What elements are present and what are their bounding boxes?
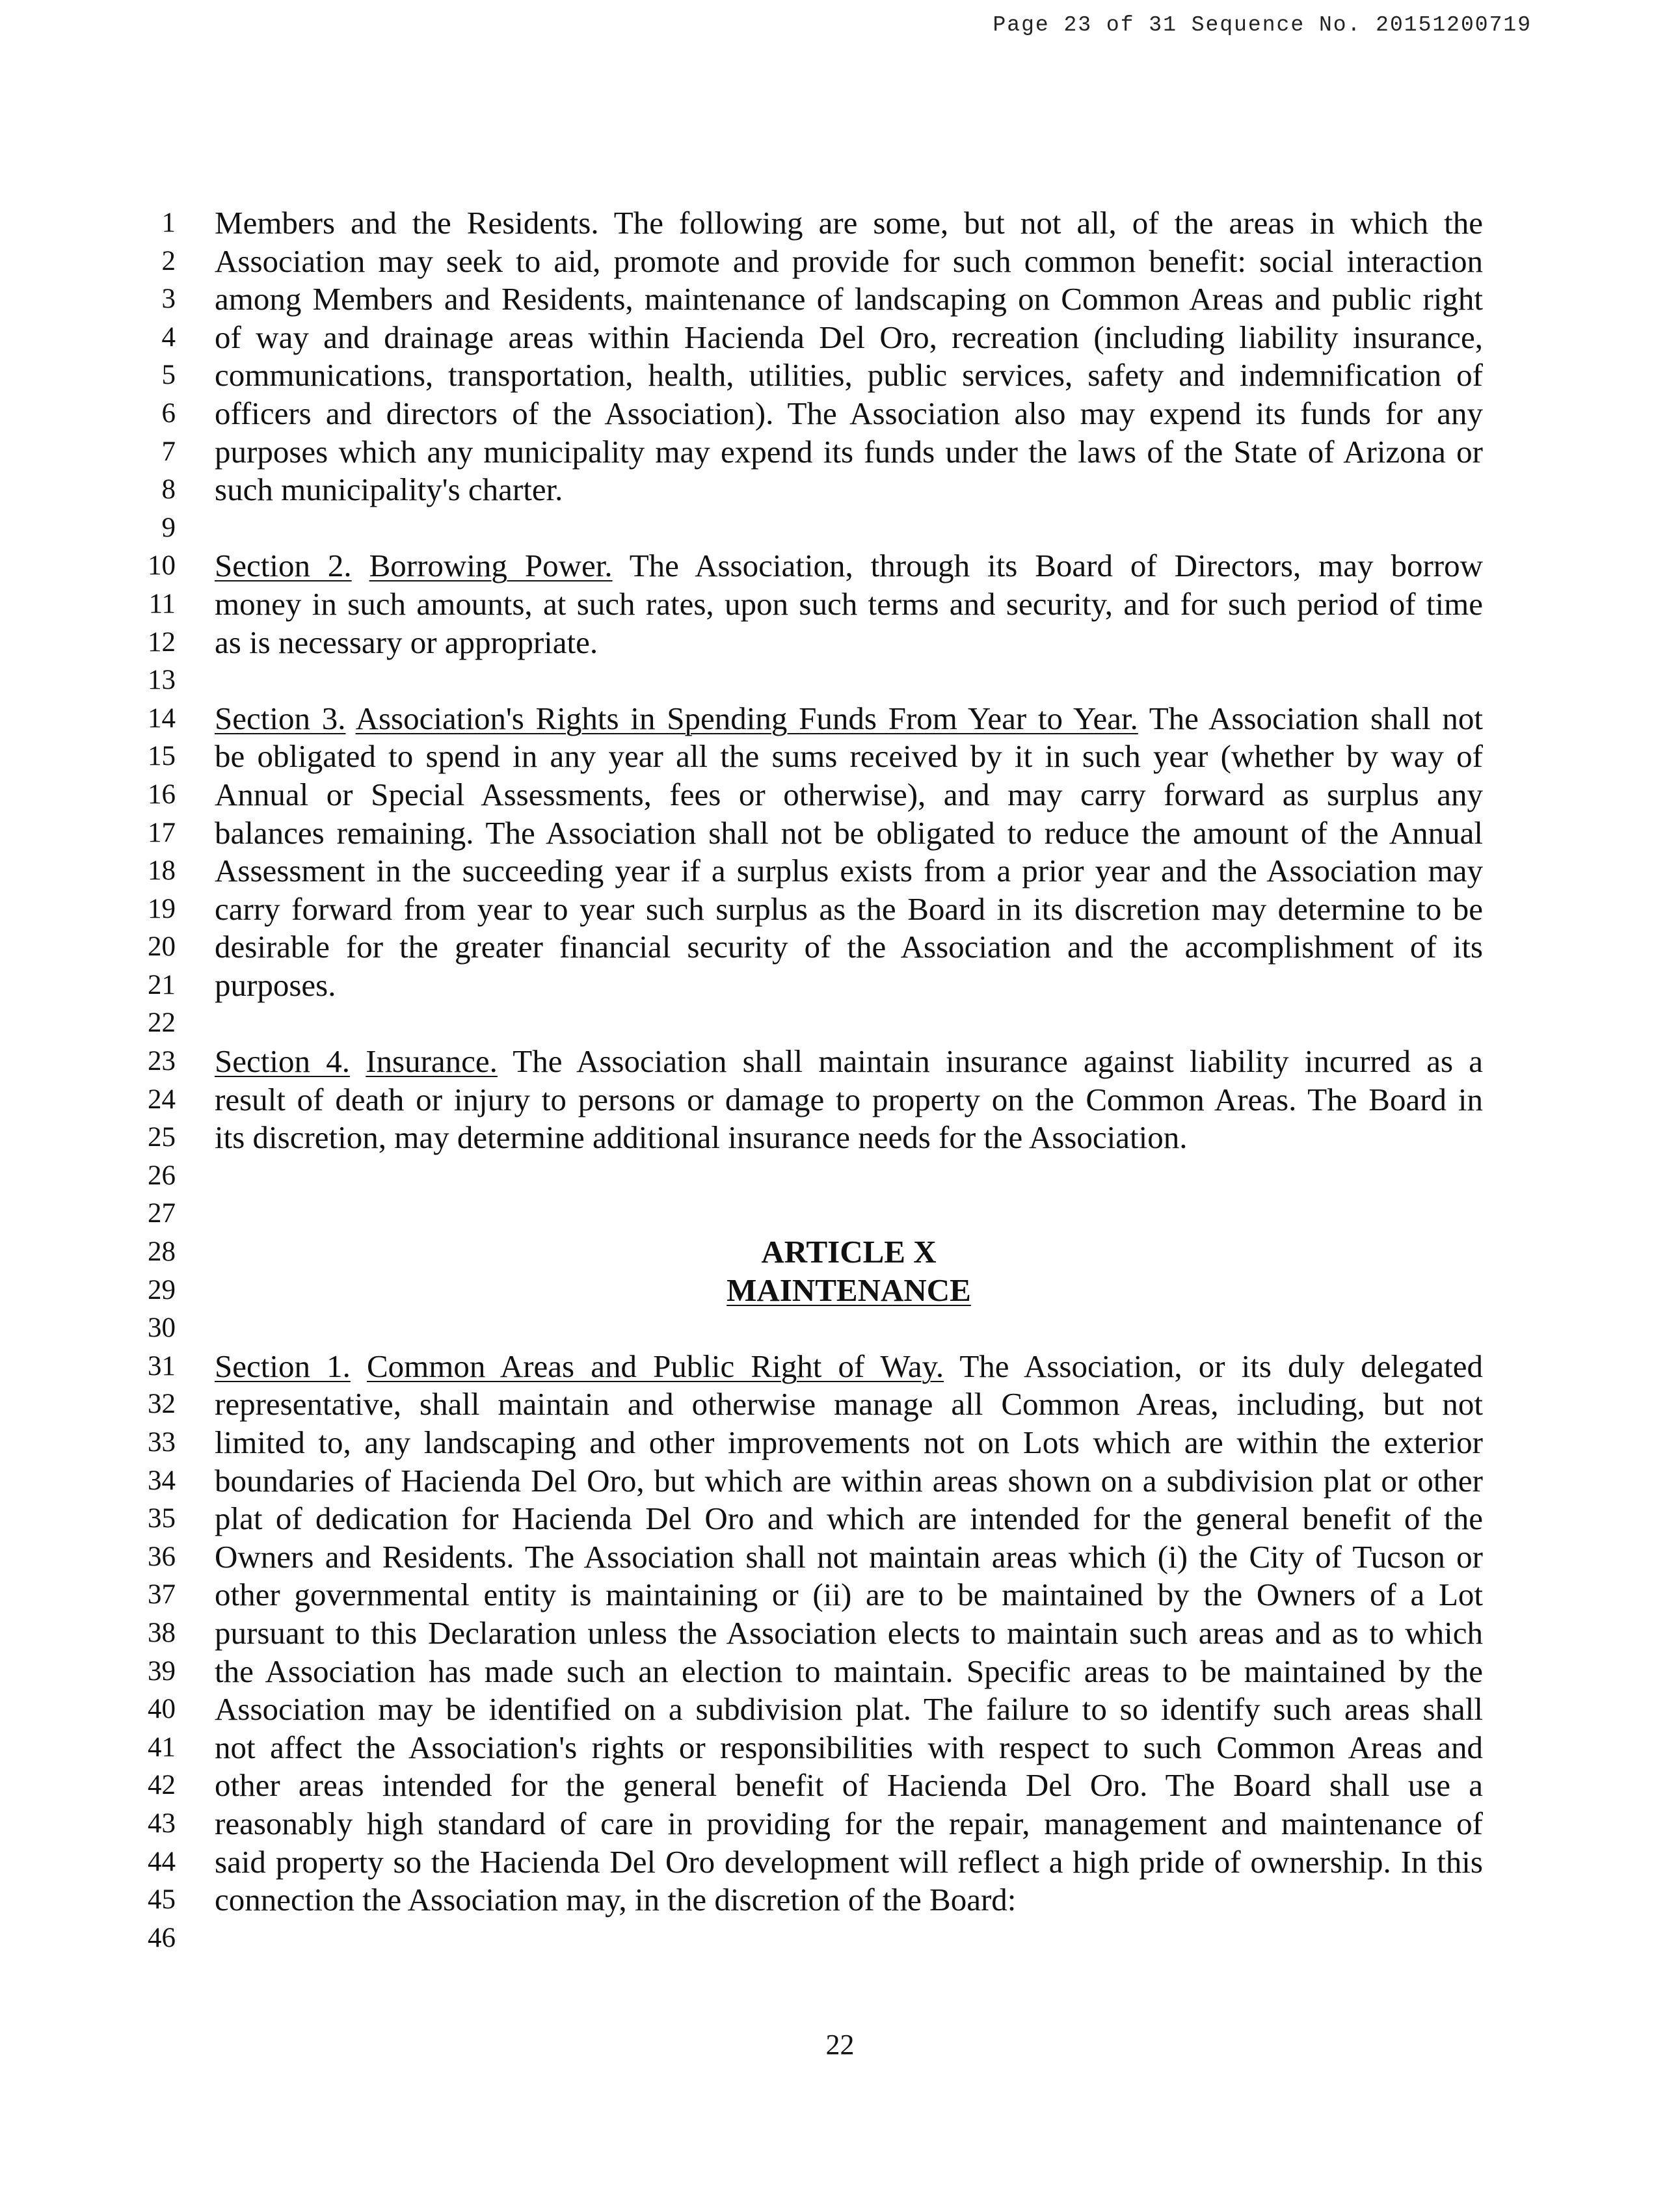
section-label: Section 1.	[215, 1348, 351, 1384]
section-heading-line	[215, 700, 1483, 738]
line-number: 37	[148, 1579, 176, 1610]
line-number: 13	[148, 665, 176, 696]
line-number: 7	[161, 436, 176, 467]
section-label: Section 2.	[215, 548, 352, 584]
line-number: 8	[161, 474, 176, 505]
line-number: 22	[148, 1008, 176, 1039]
line-number: 2	[161, 245, 176, 276]
text-line: other governmental entity is maintaining or (ii) are to be maintained by the Owners of a Lot	[215, 1577, 1483, 1613]
section-text: The Association, or its duly delegated	[959, 1348, 1483, 1384]
line-number: 41	[148, 1731, 176, 1763]
text-line: other areas intended for the general benefit of Hacienda Del Oro. The Board shall use a	[215, 1767, 1483, 1804]
text-line: said property so the Hacienda Del Oro development will reflect a high pride of ownership. In this	[215, 1843, 1483, 1880]
line-number: 3	[161, 284, 176, 315]
line-number: 34	[148, 1465, 176, 1496]
line-number: 45	[148, 1884, 176, 1916]
text-line: purposes.	[215, 967, 336, 1003]
section-title: Association's Rights in Spending Funds From Year to Year.	[355, 700, 1138, 736]
section-heading-line	[215, 1043, 1483, 1081]
text-line: communications, transportation, health, utilities, public services, safety and indemnification of	[215, 357, 1483, 394]
text-line: pursuant to this Declaration unless the Association elects to maintain such areas and as to which	[215, 1614, 1483, 1651]
text-line: Assessment in the succeeding year if a surplus exists from a prior year and the Association may	[215, 853, 1483, 889]
line-number: 19	[148, 893, 176, 924]
line-number: 15	[148, 741, 176, 772]
text-line: Association may be identified on a subdivision plat. The failure to so identify such areas shall	[215, 1691, 1483, 1728]
line-number: 44	[148, 1846, 176, 1877]
text-line: Owners and Residents. The Association shall not maintain areas which (i) the City of Tucson or	[215, 1538, 1483, 1575]
text-line: not affect the Association's rights or responsibilities with respect to such Common Areas and	[215, 1729, 1483, 1765]
line-number: 35	[148, 1503, 176, 1534]
line-number: 40	[148, 1694, 176, 1725]
line-number: 25	[148, 1122, 176, 1153]
line-number: 30	[148, 1313, 176, 1344]
text-line: connection the Association may, in the discretion of the Board:	[215, 1882, 1017, 1918]
text-line: Association may seek to aid, promote and provide for such common benefit: social interaction	[215, 243, 1483, 279]
article-title-line	[215, 1272, 1483, 1310]
text-line: money in such amounts, at such rates, upon such terms and security, and for such period of time	[215, 585, 1483, 622]
line-number: 10	[148, 550, 176, 581]
text-line: Members and the Residents. The following are some, but not all, of the areas in which the	[215, 205, 1483, 241]
section-label: Section 3.	[215, 700, 346, 736]
line-number: 26	[148, 1160, 176, 1191]
text-line: balances remaining. The Association shall not be obligated to reduce the amount of the Annual	[215, 814, 1483, 851]
text-line: carry forward from year to year such surplus as the Board in its discretion may determine to be	[215, 890, 1483, 927]
page-number: 22	[825, 2029, 855, 2061]
section-heading-line	[215, 1348, 1483, 1386]
section-label: Section 4.	[215, 1043, 350, 1080]
line-number: 1	[161, 207, 176, 238]
text-line: representative, shall maintain and otherwise manage all Common Areas, including, but not	[215, 1386, 1483, 1422]
section-3-spending-funds	[215, 700, 1483, 1005]
text-line: the Association has made such an election to maintain. Specific areas to be maintained by the	[215, 1653, 1483, 1689]
text-line: plat of dedication for Hacienda Del Oro and which are intended for the general benefit of the	[215, 1501, 1483, 1537]
text-line: of way and drainage areas within Hacienda Del Oro, recreation (including liability insurance,	[215, 319, 1483, 355]
text-line: result of death or injury to persons or damage to property on the Common Areas. The Board in	[215, 1081, 1483, 1117]
line-number: 31	[148, 1350, 176, 1382]
section-text: The Association shall not	[1149, 700, 1483, 736]
section-text: The Association, through its Board of Directors, may borrow	[629, 548, 1483, 584]
text-line: boundaries of Hacienda Del Oro, but which are within areas shown on a subdivision plat or other	[215, 1462, 1483, 1499]
text-line: such municipality's charter.	[215, 472, 563, 508]
line-number: 17	[148, 817, 176, 848]
line-number: 6	[161, 397, 176, 429]
line-number: 46	[148, 1922, 176, 1953]
article-number: ARTICLE X	[761, 1234, 937, 1270]
line-number: 33	[148, 1427, 176, 1458]
section-title: Insurance.	[366, 1043, 498, 1080]
article-title: MAINTENANCE	[727, 1272, 971, 1308]
line-number: 38	[148, 1617, 176, 1648]
article-section-1-common-areas	[215, 1348, 1483, 1919]
line-number: 39	[148, 1655, 176, 1687]
section-title: Common Areas and Public Right of Way.	[366, 1348, 944, 1384]
line-number: 21	[148, 969, 176, 1000]
document-body	[215, 204, 1483, 1919]
section-2-borrowing-power	[215, 547, 1483, 661]
line-number: 4	[161, 321, 176, 353]
paragraph-intro	[215, 204, 1483, 509]
text-line: purposes which any municipality may expend its funds under the laws of the State of Arizona or	[215, 433, 1483, 470]
line-number: 24	[148, 1084, 176, 1115]
text-line: be obligated to spend in any year all the sums received by it in such year (whether by way of	[215, 738, 1483, 775]
line-number: 23	[148, 1046, 176, 1077]
line-number: 20	[148, 931, 176, 963]
text-line: among Members and Residents, maintenance of landscaping on Common Areas and public right	[215, 281, 1483, 317]
line-number: 16	[148, 779, 176, 810]
text-line: reasonably high standard of care in providing for the repair, management and maintenance of	[215, 1805, 1483, 1841]
section-text: The Association shall maintain insurance against liability incurred as a	[513, 1043, 1483, 1080]
text-line: officers and directors of the Association). The Association also may expend its funds for any	[215, 395, 1483, 431]
line-number: 28	[148, 1236, 176, 1268]
line-number: 43	[148, 1808, 176, 1839]
line-number: 18	[148, 855, 176, 887]
line-number: 42	[148, 1770, 176, 1801]
section-title: Borrowing Power.	[369, 548, 613, 584]
section-heading-line	[215, 547, 1483, 585]
line-numbers	[124, 204, 176, 1957]
line-number: 27	[148, 1198, 176, 1229]
line-number: 5	[161, 360, 176, 391]
text-line: as is necessary or appropriate.	[215, 624, 598, 660]
sequence-header: Page 23 of 31 Sequence No. 20151200719	[993, 13, 1532, 37]
text-line: its discretion, may determine additional insurance needs for the Association.	[215, 1119, 1188, 1156]
line-number: 12	[148, 626, 176, 658]
line-number: 32	[148, 1389, 176, 1420]
text-line: desirable for the greater financial security of the Association and the accomplishment of its	[215, 929, 1483, 965]
line-number: 14	[148, 702, 176, 734]
text-line: limited to, any landscaping and other improvements not on Lots which are within the exterior	[215, 1424, 1483, 1460]
text-line: Annual or Special Assessments, fees or otherwise), and may carry forward as surplus any	[215, 776, 1483, 812]
section-4-insurance	[215, 1043, 1483, 1157]
line-number: 11	[148, 588, 176, 619]
line-number: 36	[148, 1541, 176, 1572]
line-number: 9	[161, 512, 176, 543]
line-number: 29	[148, 1274, 176, 1305]
